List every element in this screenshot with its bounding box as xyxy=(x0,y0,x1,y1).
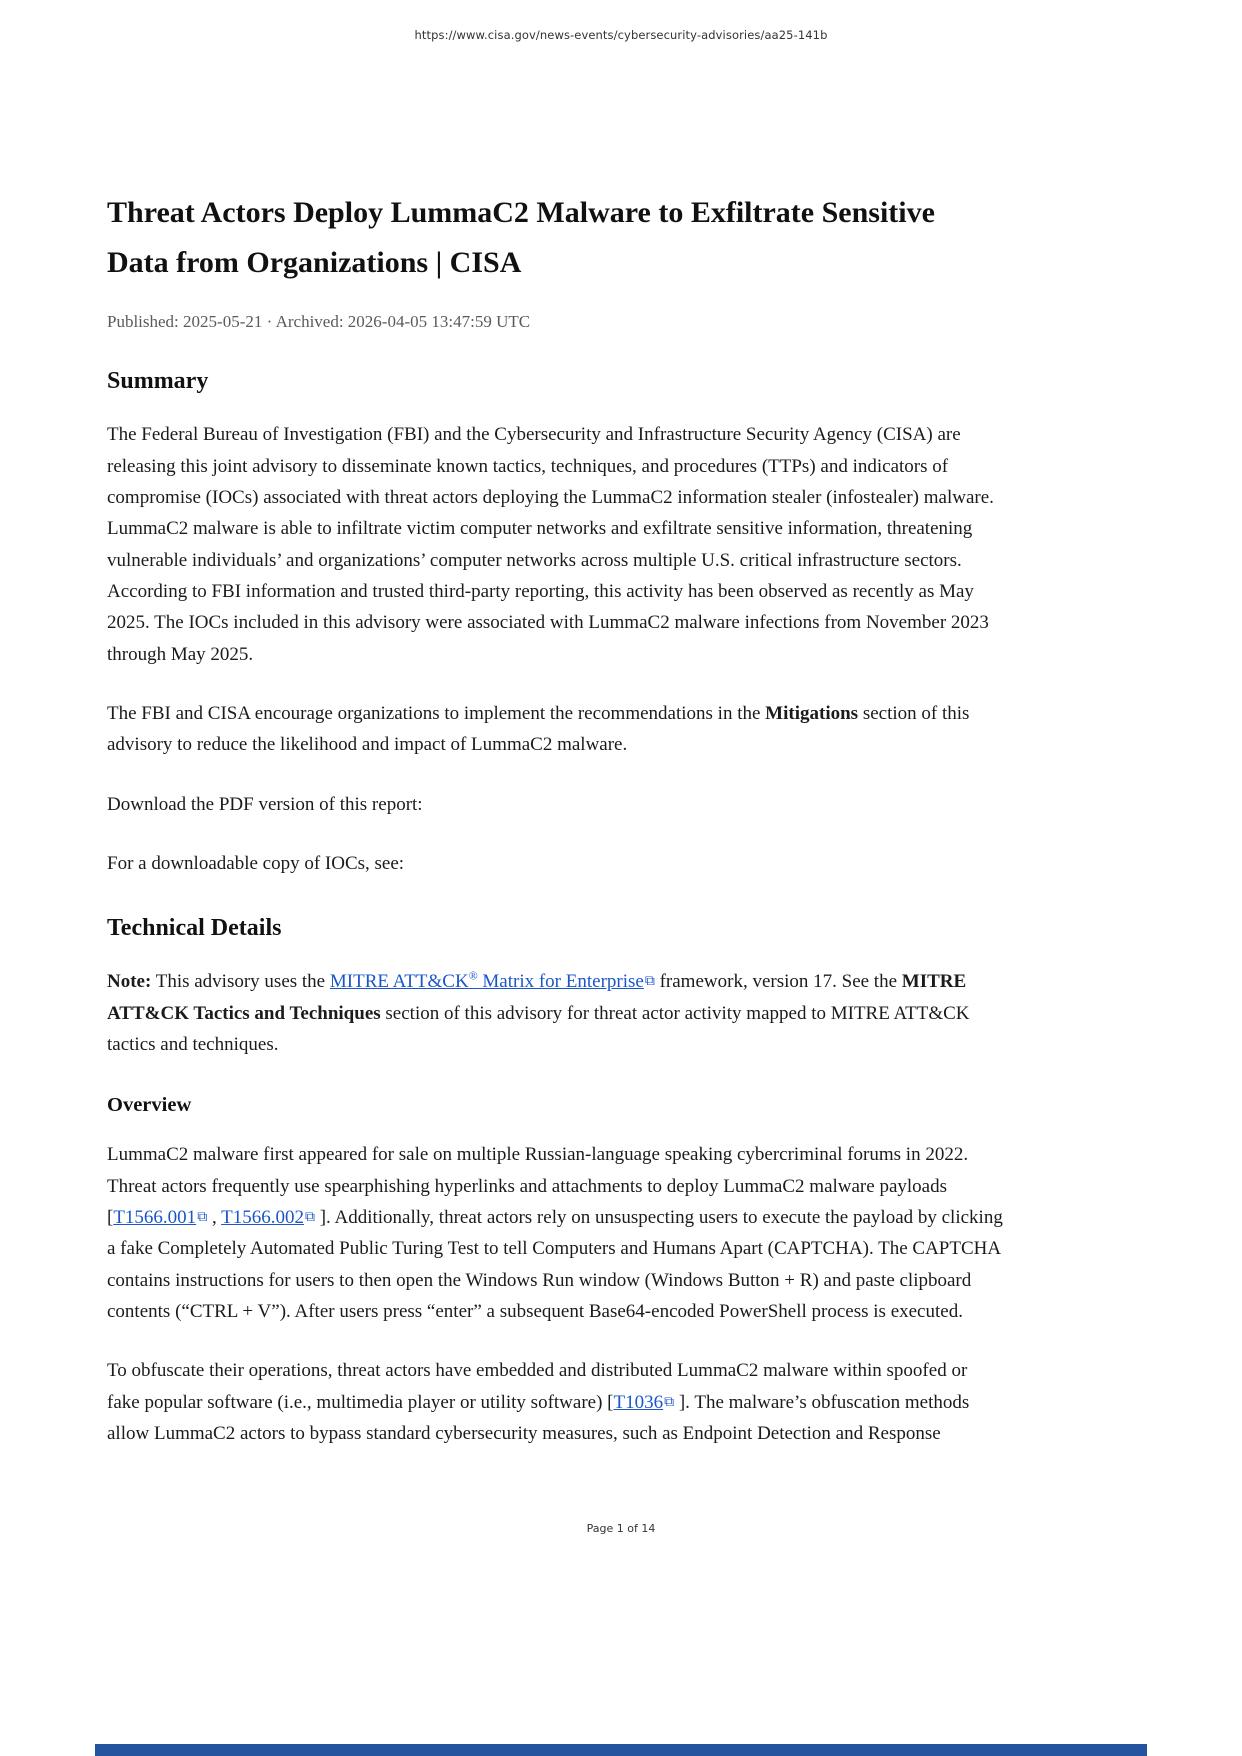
page-title: Threat Actors Deploy LummaC2 Malware to Exfiltrate Sensitive Data from Organizations | CISA xyxy=(107,196,935,280)
text-segment: framework, version 17. See the xyxy=(654,971,902,993)
download-pdf-line xyxy=(107,789,1003,820)
external-link-icon[interactable]: ⧉ xyxy=(197,1209,208,1226)
text-segment: The FBI and CISA encourage organizations to implement the recommendations in the xyxy=(107,702,766,724)
text-segment: For a downloadable copy of IOCs, see: xyxy=(107,852,405,874)
note-paragraph xyxy=(107,966,1003,1060)
text-segment: section of this advisory for threat actor activity mapped to MITRE ATT&CK tactics and techniques. xyxy=(107,1002,970,1055)
document-content xyxy=(107,188,1003,1477)
text-segment: To obfuscate their operations, threat actors have embedded and distributed LummaC2 malware within spoofed or fake popular software (i.e., multimedia player or utility software) [ xyxy=(107,1360,968,1413)
text-segment: Mitigations xyxy=(765,702,859,724)
text-segment: ]. Additionally, threat actors rely on unsuspecting users to execute the payload by clicking a fake Completely Automated Public Turing Test to tell Computers and Humans Apart (CAPTCHA). The CAPTCHA contains instructions for users to then open the Windows Run window (Windows Button + R) and paste clipboard contents (“CTRL + V”). After users press “enter” a subsequent Base64-encoded PowerShell process is executed. xyxy=(107,1207,1003,1323)
overview-heading: Overview xyxy=(107,1094,192,1117)
mitre-attack-enterprise-link[interactable]: Matrix for Enterprise xyxy=(477,971,644,993)
overview-paragraph-1 xyxy=(107,1139,1003,1327)
external-link-icon[interactable]: ⧉ xyxy=(664,1393,675,1410)
text-segment: Download the PDF version of this report: xyxy=(107,793,423,815)
external-link-icon[interactable]: ⧉ xyxy=(644,973,655,990)
text-segment: section of this advisory to reduce the likelihood and impact of LummaC2 malware. xyxy=(107,702,970,756)
page-number: Page 1 of 14 xyxy=(586,1522,656,1535)
summary-paragraph-1 xyxy=(107,419,1003,670)
text-segment: , xyxy=(207,1207,222,1229)
technical-details-heading: Technical Details xyxy=(107,915,282,942)
t1036-link[interactable]: T1036 xyxy=(613,1391,664,1413)
published-meta: Published: 2025-05-21 · Archived: 2026-04-05 13:47:59 UTC xyxy=(107,312,531,332)
text-segment: This advisory uses the xyxy=(151,971,330,993)
summary-paragraph-2 xyxy=(107,698,1003,761)
text-segment: Note: xyxy=(107,971,152,993)
text-segment: MITRE ATT&CK Tactics and Techniques xyxy=(107,971,967,1024)
site-footer-bar xyxy=(95,1744,1147,1756)
mitre-attack-enterprise-link[interactable]: ® xyxy=(468,969,478,983)
summary-heading: Summary xyxy=(107,368,209,395)
external-link-icon[interactable]: ⧉ xyxy=(304,1209,315,1226)
overview-paragraph-2 xyxy=(107,1355,1003,1449)
text-segment: ]. The malware’s obfuscation methods allow LummaC2 actors to bypass standard cybersecurity measures, such as Endpoint Detection and Response xyxy=(107,1391,970,1445)
t1566-001-link[interactable]: T1566.001 xyxy=(113,1207,197,1229)
t1566-002-link[interactable]: T1566.002 xyxy=(221,1207,304,1229)
mitre-attack-enterprise-link[interactable]: MITRE ATT&CK xyxy=(329,971,469,993)
text-segment: The Federal Bureau of Investigation (FBI) and the Cybersecurity and Infrastructure Security Agency (CISA) are releasing this joint advisory to disseminate known tactics, techniques, and procedures (TTPs) and indicators of compromise (IOCs) associated with threat actors deploying the LummaC2 information stealer (infostealer) malware. LummaC2 malware is able to infiltrate victim computer networks and exfiltrate sensitive information, threatening vulnerable individuals’ and organizations’ computer networks across multiple U.S. critical infrastructure sectors. According to FBI information and trusted third-party reporting, this activity has been observed as recently as May 2025. The IOCs included in this advisory were associated with LummaC2 malware infections from November 2023 through May 2025. xyxy=(107,424,994,665)
print-url-header: https://www.cisa.gov/news-events/cybersecurity-advisories/aa25-141b xyxy=(414,28,828,42)
text-segment: LummaC2 malware first appeared for sale on multiple Russian-language speaking cybercriminal forums in 2022. Threat actors frequently use spearphishing hyperlinks and attachments to deploy LummaC2 malware payloads [ xyxy=(107,1144,969,1229)
download-iocs-line xyxy=(107,848,1003,879)
